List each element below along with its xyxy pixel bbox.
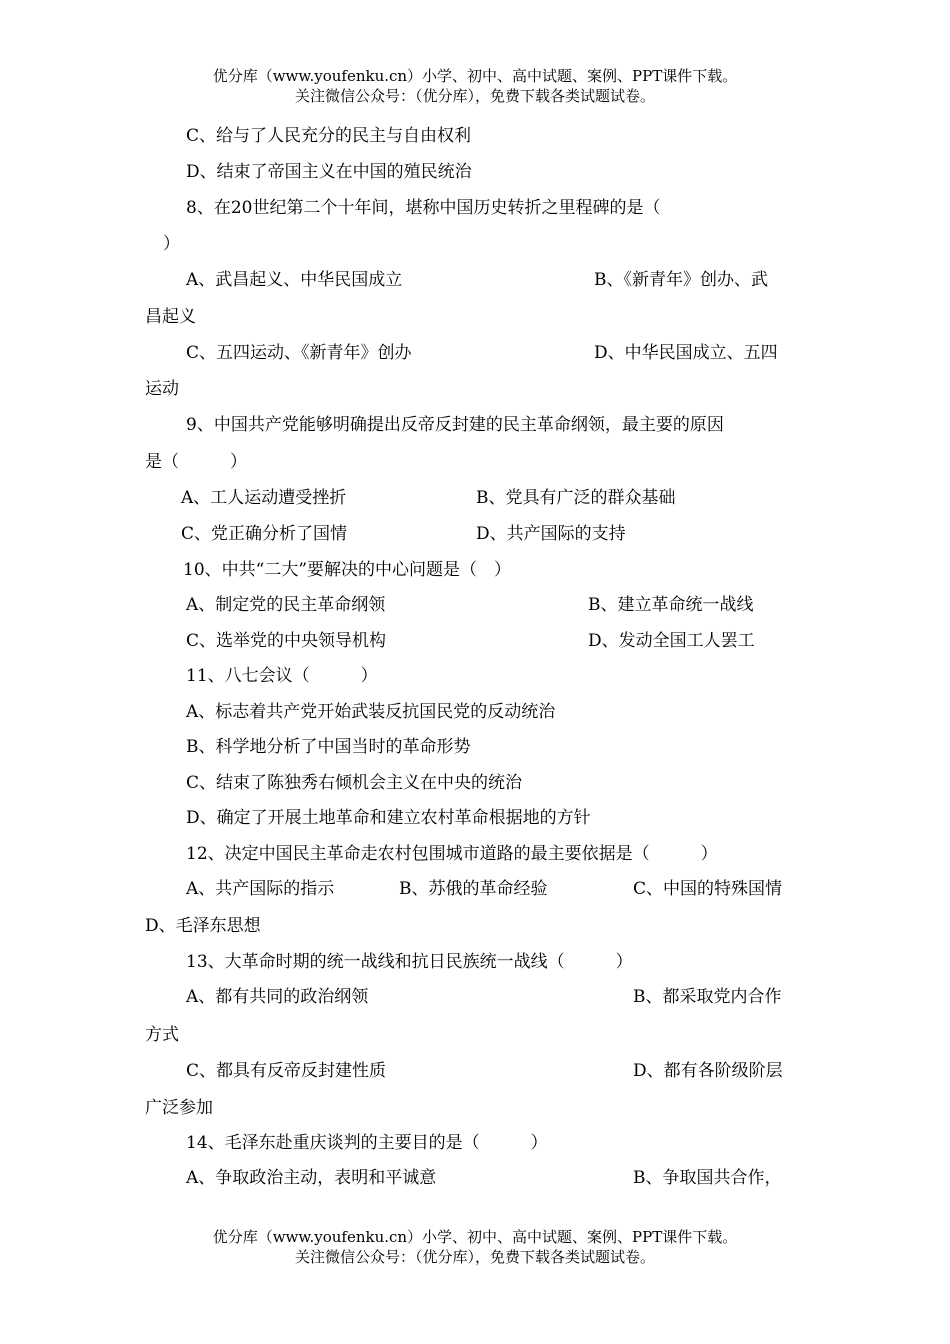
q13-option-d: D、都有各阶级阶层 [633, 1061, 783, 1081]
q10-option-c: C、选举党的中央领导机构 [186, 631, 387, 651]
q13-option-d-cont: 广泛参加 [145, 1098, 213, 1118]
header-line-1: 优分库（www.youfenku.cn）小学、初中、高中试题、案例、PPT课件下载。 [212, 67, 738, 85]
q14-stem: 14、毛泽东赴重庆谈判的主要目的是（ ） [186, 1133, 548, 1153]
q10-option-b: B、建立革命统一战线 [588, 595, 754, 615]
q9-option-d: D、共产国际的支持 [476, 524, 626, 544]
q7-option-d: D、结束了帝国主义在中国的殖民统治 [186, 162, 472, 182]
q12-option-a: A、共产国际的指示 [186, 879, 335, 899]
q12-option-d: D、毛泽东思想 [145, 916, 261, 936]
q8-option-d-cont: 运动 [145, 379, 179, 399]
q9-option-a: A、工人运动遭受挫折 [181, 488, 347, 508]
q8-option-d: D、中华民国成立、五四 [594, 343, 778, 363]
q10-option-a: A、制定党的民主革命纲领 [186, 595, 386, 615]
q13-option-b: B、都采取党内合作 [633, 987, 782, 1007]
footer-line-1: 优分库（www.youfenku.cn）小学、初中、高中试题、案例、PPT课件下载。 [212, 1228, 738, 1246]
footer-line-2: 关注微信公众号：（优分库），免费下载各类试题试卷。 [294, 1248, 655, 1266]
q12-stem: 12、决定中国民主革命走农村包围城市道路的最主要依据是（ ） [186, 844, 718, 864]
q11-option-c: C、结束了陈独秀右倾机会主义在中央的统治 [186, 773, 523, 793]
q9-option-c: C、党正确分析了国情 [181, 524, 348, 544]
q13-stem: 13、大革命时期的统一战线和抗日民族统一战线（ ） [186, 952, 633, 972]
q9-stem: 9、中国共产党能够明确提出反帝反封建的民主革命纲领，最主要的原因 [186, 415, 724, 435]
q8-stem: 8、在20世纪第二个十年间，堪称中国历史转折之里程碑的是（ [186, 198, 661, 218]
q11-option-a: A、标志着共产党开始武装反抗国民党的反动统治 [186, 702, 556, 722]
q14-option-a: A、争取政治主动，表明和平诚意 [186, 1168, 437, 1188]
q12-option-c: C、中国的特殊国情 [633, 879, 783, 899]
q13-option-b-cont: 方式 [145, 1025, 179, 1045]
q14-option-b: B、争取国共合作， [633, 1168, 782, 1188]
q8-option-b-cont: 昌起义 [145, 307, 196, 327]
q11-option-b: B、科学地分析了中国当时的革命形势 [186, 737, 471, 757]
q8-option-b: B、《新青年》创办、武 [594, 270, 768, 290]
q11-stem: 11、八七会议（ ） [186, 666, 378, 686]
q8-option-a: A、武昌起义、中华民国成立 [186, 270, 403, 290]
q8-stem-cont: ） [163, 234, 180, 254]
header-line-2: 关注微信公众号：（优分库），免费下载各类试题试卷。 [294, 87, 655, 105]
q9-option-b: B、党具有广泛的群众基础 [476, 488, 676, 508]
q10-option-d: D、发动全国工人罢工 [588, 631, 755, 651]
q8-option-c: C、五四运动、《新青年》创办 [186, 343, 412, 363]
q9-stem-cont: 是（ ） [145, 452, 247, 472]
q13-option-a: A、都有共同的政治纲领 [186, 987, 369, 1007]
q10-stem: 10、中共“二大”要解决的中心问题是（ ） [183, 560, 512, 580]
q11-option-d: D、确定了开展土地革命和建立农村革命根据地的方针 [186, 808, 591, 828]
q13-option-c: C、都具有反帝反封建性质 [186, 1061, 387, 1081]
q7-option-c: C、给与了人民充分的民主与自由权利 [186, 126, 472, 146]
q12-option-b: B、苏俄的革命经验 [399, 879, 548, 899]
page-header [0, 66, 950, 106]
page-footer [0, 1227, 950, 1267]
